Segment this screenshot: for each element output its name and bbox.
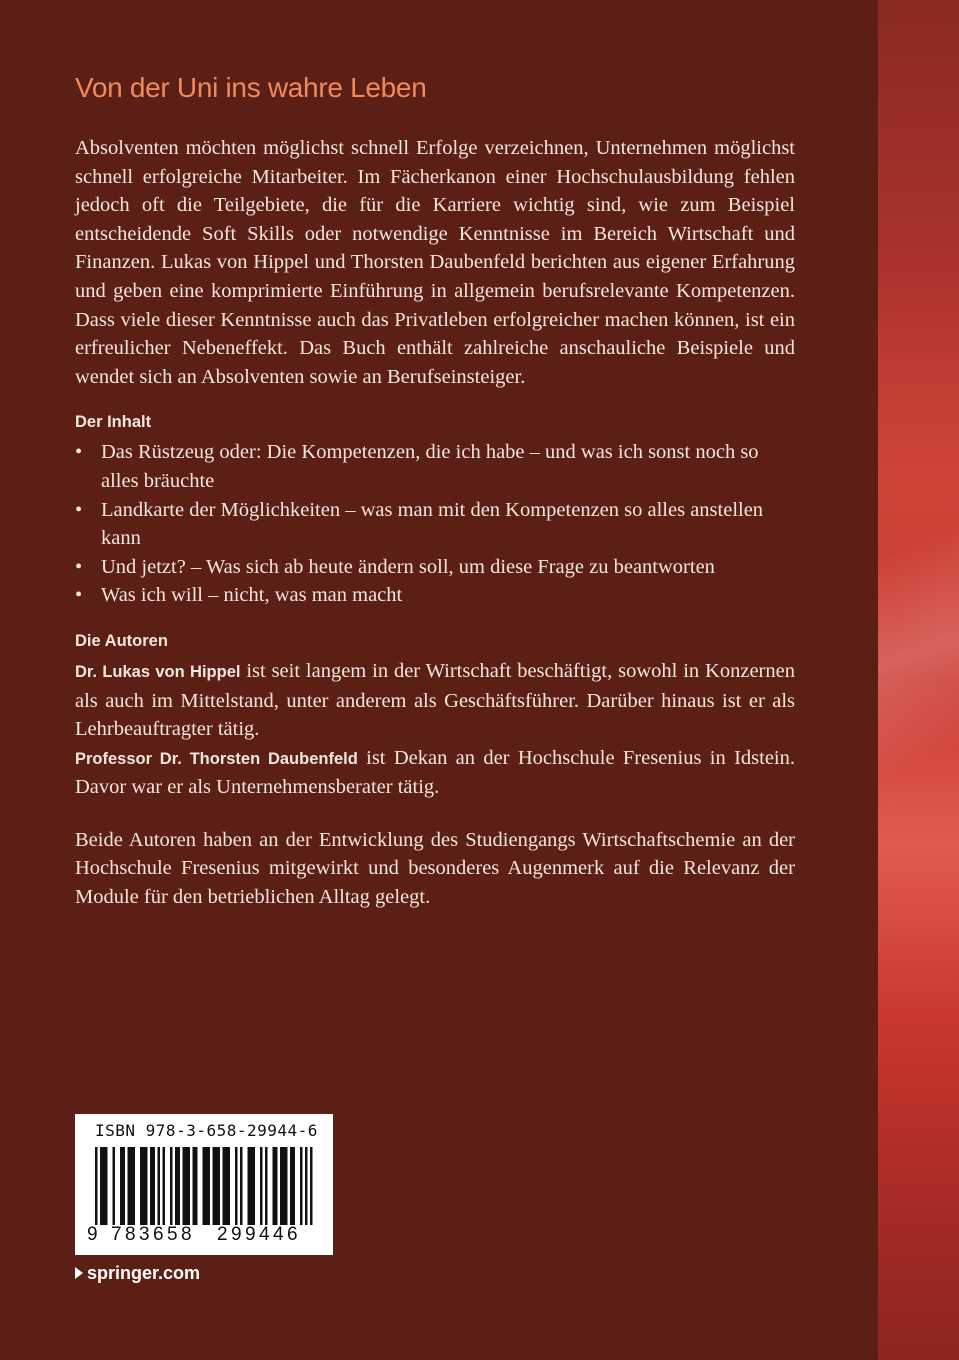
barcode-bar — [248, 1147, 256, 1225]
barcode-digit: 3 — [139, 1224, 150, 1245]
barcode-bar — [163, 1147, 166, 1225]
barcode-digit: 6 — [287, 1224, 298, 1245]
contents-heading: Der Inhalt — [75, 413, 152, 432]
author-text-1: ist seit langem in der Wirtschaft beschäftigt, sowohl in Konzernen als auch im Mittelstand, unter anderem als Geschäftsführer. Darüber hinaus ist er als Lehrbeauftragter tätig. — [75, 659, 795, 741]
barcode-bar — [240, 1147, 243, 1225]
author-bio-1 — [75, 657, 795, 744]
author-text-2: ist Dekan an der Hochschule Fresenius in Idstein. Davor war er als Unternehmensberater tätig. — [75, 746, 795, 799]
barcode-bar — [260, 1147, 263, 1225]
barcode-bar — [158, 1147, 161, 1225]
barcode-bar — [100, 1147, 103, 1225]
barcode-bar — [265, 1147, 268, 1225]
isbn-label: ISBN 978-3-658-29944-6 — [95, 1121, 318, 1140]
barcode-bar — [120, 1147, 125, 1225]
barcode-bars — [95, 1147, 315, 1225]
barcode-bar — [213, 1147, 221, 1225]
barcode-bar — [273, 1147, 278, 1225]
barcode-bar — [103, 1147, 106, 1225]
barcode-digit: 2 — [217, 1224, 228, 1245]
barcode-digit: 8 — [181, 1224, 192, 1245]
barcode-bar — [203, 1147, 211, 1225]
publisher-link[interactable] — [75, 1263, 200, 1284]
barcode-bar — [113, 1147, 116, 1225]
author-name-2: Professor Dr. Thorsten Daubenfeld — [75, 749, 358, 768]
barcode-bar — [140, 1147, 148, 1225]
barcode-bar — [95, 1147, 98, 1225]
list-item: • Was ich will – nicht, was man macht — [75, 581, 795, 610]
barcode-digit: 6 — [153, 1224, 164, 1245]
book-title: Von der Uni ins wahre Leben — [75, 72, 427, 103]
contents-list — [75, 438, 795, 610]
barcode-digit: 9 — [231, 1224, 242, 1245]
barcode-digit: 5 — [167, 1224, 178, 1245]
author-name-1: Dr. Lukas von Hippel — [75, 662, 241, 681]
isbn-barcode — [75, 1114, 333, 1255]
barcode-digit: 4 — [259, 1224, 270, 1245]
barcode-digit: 9 — [87, 1224, 98, 1245]
barcode-bar — [170, 1147, 173, 1225]
blurb: Absolventen möchten möglichst schnell Erfolge verzeichnen, Unternehmen möglichst schnell erfolgreiche Mitarbeiter. Im Fächerkanon einer Hochschulausbildung fehlen jedoch oft die Teilgebiete, die für die Karriere wichtig sind, wie zum Beispiel entscheidende Soft Skills oder notwendige Kenntnisse im Bereich Wirtschaft und Finanzen. Lukas von Hippel und Thorsten Daubenfeld berichten aus eigener Erfahrung und geben eine komprimierte Einführung in allgemein berufsrelevante Kompetenzen. Dass viele dieser Kenntnisse auch das Privatleben erfolgreicher machen können, ist ein erfreulicher Nebeneffekt. Das Buch enthält zahlreiche anschauliche Beispiele und wendet sich an Absolventen sowie an Berufseinsteiger. — [75, 137, 795, 388]
barcode-bar — [305, 1147, 308, 1225]
authors-heading: Die Autoren — [75, 631, 168, 650]
author-bio-2 — [75, 744, 795, 802]
barcode-digit: 7 — [111, 1224, 122, 1245]
list-item: • Das Rüstzeug oder: Die Kompetenzen, die ich habe – und was ich sonst noch so alles bräuchte — [75, 438, 795, 495]
decorative-red-strip — [878, 0, 959, 1360]
barcode-digit: 8 — [125, 1224, 136, 1245]
list-item: • Landkarte der Möglichkeiten – was man mit den Kompetenzen so alles anstellen kann — [75, 496, 795, 553]
barcode-bar — [175, 1147, 180, 1225]
barcode-bar — [223, 1147, 231, 1225]
strip-sheen — [878, 0, 959, 1360]
barcode-bar — [193, 1147, 198, 1225]
barcode-bar — [280, 1147, 288, 1225]
list-item: • Und jetzt? – Was sich ab heute ändern soll, um diese Frage zu beantworten — [75, 553, 795, 582]
barcode-bar — [310, 1147, 313, 1225]
barcode-bar — [128, 1147, 136, 1225]
barcode-bar — [300, 1147, 303, 1225]
barcode-bar — [150, 1147, 155, 1225]
barcode-digit: 4 — [273, 1224, 284, 1245]
barcode-bar — [235, 1147, 238, 1225]
cover-text — [75, 72, 795, 912]
barcode-digit: 9 — [245, 1224, 256, 1245]
arrow-right-icon — [75, 1267, 83, 1279]
barcode-bar — [183, 1147, 191, 1225]
barcode-bar — [290, 1147, 295, 1225]
closing-paragraph: Beide Autoren haben an der Entwicklung des Studiengangs Wirtschaftschemie an der Hochschule Fresenius mitgewirkt und besonderes Augenmerk auf die Relevanz der Module für den betrieblichen Alltag gelegt. — [75, 828, 795, 909]
barcode-bar — [105, 1147, 108, 1225]
publisher-link-text: springer.com — [87, 1263, 201, 1283]
